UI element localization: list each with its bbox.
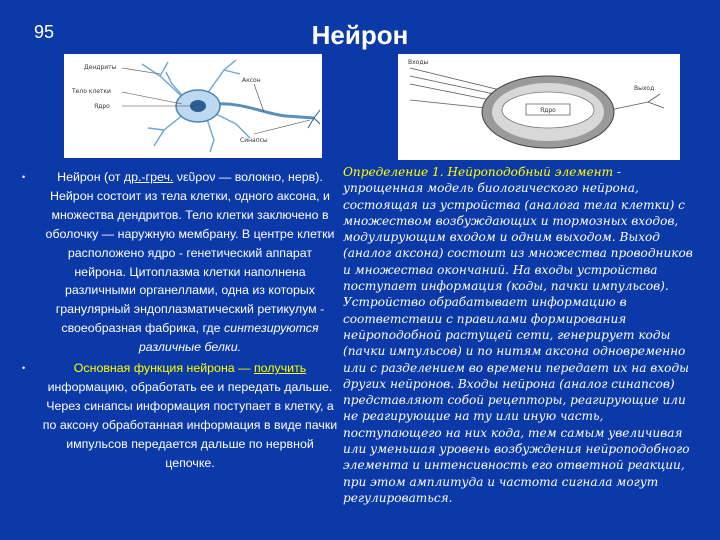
bullet-item xyxy=(22,168,338,357)
bullet1-italic: синтезируются различные белки. xyxy=(138,321,319,355)
bullet-item xyxy=(22,359,338,472)
neuron-model-diagram xyxy=(398,54,680,160)
bullet-icon: • xyxy=(22,172,26,182)
right-column xyxy=(343,164,701,506)
bullet-text xyxy=(42,168,338,357)
label-model-inputs: Входы xyxy=(408,59,429,66)
label-model-output: Выход xyxy=(634,85,655,92)
bullet-text xyxy=(42,359,338,472)
bullet2-rest: информацию, обработать ее и передать дальше. Через синапсы информация поступает в клетку, а по аксону обработанная информация в виде пачки импульсов передается дальше по нервной цепочке. xyxy=(42,379,338,470)
slide-title: Нейрон xyxy=(311,20,409,50)
definition-label: Определение 1. Нейроподобный элемент xyxy=(343,165,614,179)
label-model-nucleus: Ядро xyxy=(540,107,556,114)
bullet2-highlight: получить xyxy=(253,361,307,376)
left-column xyxy=(22,168,338,473)
label-synapses: Синапсы xyxy=(240,137,268,144)
neuron-drawing xyxy=(64,54,322,158)
label-dendrites: Дендриты xyxy=(84,64,117,71)
label-axon: Аксон xyxy=(242,77,261,84)
bullet2-lead: Основная функция нейрона — xyxy=(73,361,254,376)
neuron-diagram xyxy=(64,54,322,158)
bullet1-rest: νεῦρον — волокно, нерв). Нейрон состоит из тела клетки, одного аксона, и множества дендритов. Тело клетки заключено в оболочку — наружную мембрану. В центре клетки расположено ядро - генетический аппарат нейрона. Цитоплазма клетки наполнена различными органеллами, одна из которых гранулярный эндоплазматический ретикулум - своеобразная фабрика, где xyxy=(45,170,335,336)
greek-abbr-link[interactable]: др.-греч. xyxy=(123,170,174,184)
label-nucleus: Ядро xyxy=(94,103,110,110)
neuron-model-drawing xyxy=(398,54,680,160)
bullet1-lead: Нейрон (от xyxy=(57,170,124,184)
definition-text: - упрощенная модель биологического нейрона, состоящая из устройства (аналога тела клетки) с множеством возбуждающих и тормозных входов, модулирующим входом и одним выходом. Выход (аналог аксона) состоит из множества проводников и множества окончаний. На входы устройства поступает информация (коды, пачки импульсов). Устройство обрабатывает информацию в соответствии с правилами формирования нейроподобной растущей сети, генерирует коды (пачки импульсов) и по нитям аксона одновременно или с разделением во времени передает их на входы других нейронов. Входы нейрона (аналог синапсов) представляют собой рецепторы, реагирующие или не реагирующие на ту или иную часть, поступающего на них кода, тем самым увеличивая или уменьшая уровень возбуждения нейроподобного элемента и интенсивность его ответной реакции, при этом амплитуда и частота сигнала могут регулироваться. xyxy=(343,165,693,505)
page-number: 95 xyxy=(34,22,55,42)
label-cell-body: Тело клетки xyxy=(72,88,111,95)
bullet-icon: • xyxy=(22,363,26,374)
